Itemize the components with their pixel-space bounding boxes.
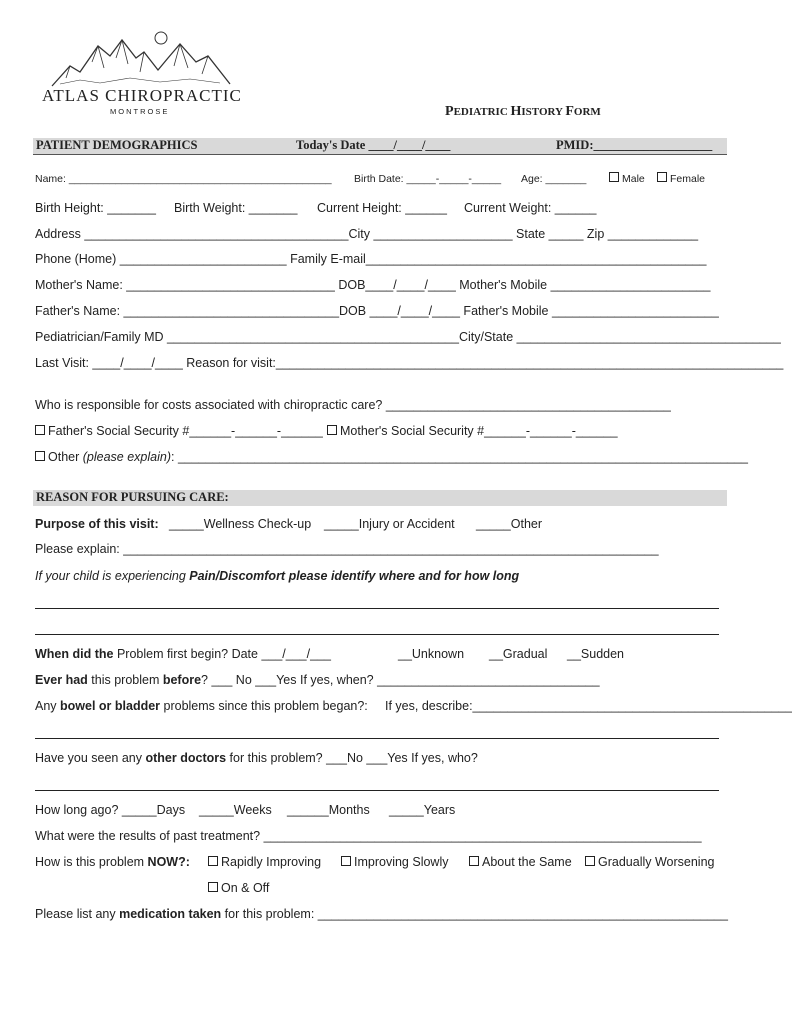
- about-same-label: About the Same: [482, 855, 572, 869]
- ever-rest: ? ___ No ___Yes If yes, when? ________________________________: [201, 673, 600, 687]
- male-checkbox[interactable]: [609, 172, 619, 182]
- title-letter-h: H: [510, 104, 522, 119]
- logo-subtitle: MONTROSE: [110, 107, 170, 116]
- pmid[interactable]: PMID:___________________: [556, 138, 713, 152]
- pediatrician-field[interactable]: Pediatrician/Family MD __________________________________________City/State ______________________________________: [35, 330, 781, 344]
- sudden-option[interactable]: __Sudden: [567, 647, 625, 661]
- other-visit-option[interactable]: _____Other: [476, 517, 543, 531]
- unknown-option[interactable]: __Unknown: [398, 647, 465, 661]
- please-explain-field[interactable]: Please explain: _____________________________________________________________________________: [35, 542, 659, 556]
- female-checkbox[interactable]: [657, 172, 667, 182]
- female-option[interactable]: [657, 172, 705, 185]
- other-label: Other: [48, 450, 83, 464]
- med-bold: medication taken: [119, 907, 222, 921]
- on-off-option[interactable]: [208, 881, 269, 895]
- other-line[interactable]: : __________________________________________________________________________________: [171, 450, 749, 464]
- other-explain: (please explain): [82, 450, 171, 464]
- how-long-months[interactable]: ______Months: [287, 803, 370, 817]
- on-off-checkbox[interactable]: [208, 882, 218, 892]
- gradually-worsening-label: Gradually Worsening: [598, 855, 715, 869]
- mother-field[interactable]: Mother's Name: ______________________________ DOB____/____/____ Mother's Mobile _______________________: [35, 278, 711, 292]
- past-treatment-field[interactable]: What were the results of past treatment? _______________________________________________________________: [35, 829, 702, 843]
- mother-ss-label: Mother's Social Security #______-______-______: [340, 424, 618, 438]
- bowel-pre: Any: [35, 699, 61, 713]
- birth-weight-field[interactable]: Birth Weight: _______: [174, 201, 298, 215]
- reason-header: REASON FOR PURSUING CARE:: [36, 490, 229, 504]
- mother-ss-option[interactable]: [327, 424, 618, 438]
- about-same-option[interactable]: [469, 855, 572, 869]
- logo-name: ATLAS CHIROPRACTIC: [42, 86, 242, 105]
- when-bold: When did the: [35, 647, 114, 661]
- phone-field[interactable]: Phone (Home) ________________________ Family E-mail_________________________________________________: [35, 252, 707, 266]
- other-payer-checkbox[interactable]: [35, 451, 45, 461]
- medication-field[interactable]: [35, 907, 728, 921]
- other-payer-option[interactable]: [35, 450, 749, 464]
- doctors-pre: Have you seen any: [35, 751, 146, 765]
- how-long-days[interactable]: How long ago? _____Days: [35, 803, 186, 817]
- todays-date[interactable]: Today's Date ____/____/____: [296, 138, 451, 152]
- about-same-checkbox[interactable]: [469, 856, 479, 866]
- pain-prompt: [35, 569, 519, 583]
- title-letter-p: P: [445, 104, 454, 119]
- wellness-option[interactable]: _____Wellness Check-up: [169, 517, 312, 531]
- birth-height-field[interactable]: Birth Height: _______: [35, 201, 156, 215]
- when-began[interactable]: [35, 647, 331, 661]
- title-part-2: ISTORY: [521, 106, 566, 118]
- rapidly-improving-label: Rapidly Improving: [221, 855, 322, 869]
- father-ss-option[interactable]: [35, 424, 323, 438]
- title-part-3: ORM: [573, 106, 601, 118]
- purpose-label: Purpose of this visit:: [35, 517, 159, 531]
- pain-line-2[interactable]: [35, 634, 719, 635]
- improving-slowly-label: Improving Slowly: [354, 855, 449, 869]
- ever-bold-2: before: [162, 673, 202, 687]
- male-label: Male: [622, 173, 645, 185]
- rapidly-improving-checkbox[interactable]: [208, 856, 218, 866]
- gradually-worsening-checkbox[interactable]: [585, 856, 595, 866]
- male-option[interactable]: [609, 172, 645, 185]
- injury-option[interactable]: _____Injury or Accident: [324, 517, 455, 531]
- pain-line-1[interactable]: [35, 608, 719, 609]
- doctors-bold: other doctors: [145, 751, 227, 765]
- improving-slowly-checkbox[interactable]: [341, 856, 351, 866]
- now-bold: NOW?:: [147, 855, 190, 869]
- demographics-header: PATIENT DEMOGRAPHICS: [36, 138, 198, 152]
- logo: [40, 28, 240, 118]
- on-off-label: On & Off: [221, 881, 270, 895]
- how-long-weeks[interactable]: _____Weeks: [199, 803, 272, 817]
- bowel-describe-field[interactable]: If yes, describe:______________________________________________: [385, 699, 792, 713]
- address-field[interactable]: Address ______________________________________City ____________________ State _____ Zip _____________: [35, 227, 699, 241]
- female-label: Female: [670, 173, 706, 185]
- how-long-years[interactable]: _____Years: [389, 803, 456, 817]
- costs-question[interactable]: Who is responsible for costs associated with chiropractic care? _________________________________________: [35, 398, 671, 412]
- ever-mid: this problem: [87, 673, 163, 687]
- father-ss-checkbox[interactable]: [35, 425, 45, 435]
- name-field[interactable]: Name: _____________________________________________: [35, 173, 332, 185]
- father-field[interactable]: Father's Name: _______________________________DOB ____/____/____ Father's Mobile ________________________: [35, 304, 719, 318]
- ever-had[interactable]: [35, 673, 600, 687]
- ever-bold-1: Ever had: [35, 673, 88, 687]
- when-rest: Problem first begin? Date ___/___/___: [113, 647, 331, 661]
- current-weight-field[interactable]: Current Weight: ______: [464, 201, 597, 215]
- rapidly-improving-option[interactable]: [208, 855, 321, 869]
- now-pre: How is this problem: [35, 855, 148, 869]
- improving-slowly-option[interactable]: [341, 855, 448, 869]
- mountains-logo-icon: [40, 28, 240, 90]
- current-height-field[interactable]: Current Height: ______: [317, 201, 447, 215]
- bowel-bold: bowel or bladder: [60, 699, 161, 713]
- mother-ss-checkbox[interactable]: [327, 425, 337, 435]
- bowel-question: [35, 699, 368, 713]
- title-letter-f: F: [565, 104, 574, 119]
- med-pre: Please list any: [35, 907, 120, 921]
- gradual-option[interactable]: __Gradual: [489, 647, 548, 661]
- problem-now: [35, 855, 190, 869]
- pain-bold: Pain/Discomfort please identify where and for how long: [189, 569, 520, 583]
- gradually-worsening-option[interactable]: [585, 855, 715, 869]
- doctors-rest: for this problem? ___No ___Yes If yes, who?: [226, 751, 478, 765]
- bowel-rest: problems since this problem began?:: [160, 699, 368, 713]
- age-field[interactable]: Age: _______: [521, 173, 587, 185]
- form-title: [445, 102, 601, 120]
- bowel-line[interactable]: [35, 738, 719, 739]
- pain-prefix: If your child is experiencing: [35, 569, 190, 583]
- title-part-1: EDIATRIC: [453, 106, 511, 118]
- father-ss-label: Father's Social Security #______-______-______: [48, 424, 323, 438]
- demographics-header-line: [33, 154, 727, 155]
- birth-date-field[interactable]: Birth Date: _____-_____-_____: [354, 173, 502, 185]
- last-visit-field[interactable]: Last Visit: ____/____/____ Reason for visit:_________________________________________________________________________: [35, 356, 784, 370]
- med-rest: for this problem: ___________________________________________________________: [221, 907, 728, 921]
- other-doctors[interactable]: [35, 751, 478, 765]
- doctors-line[interactable]: [35, 790, 719, 791]
